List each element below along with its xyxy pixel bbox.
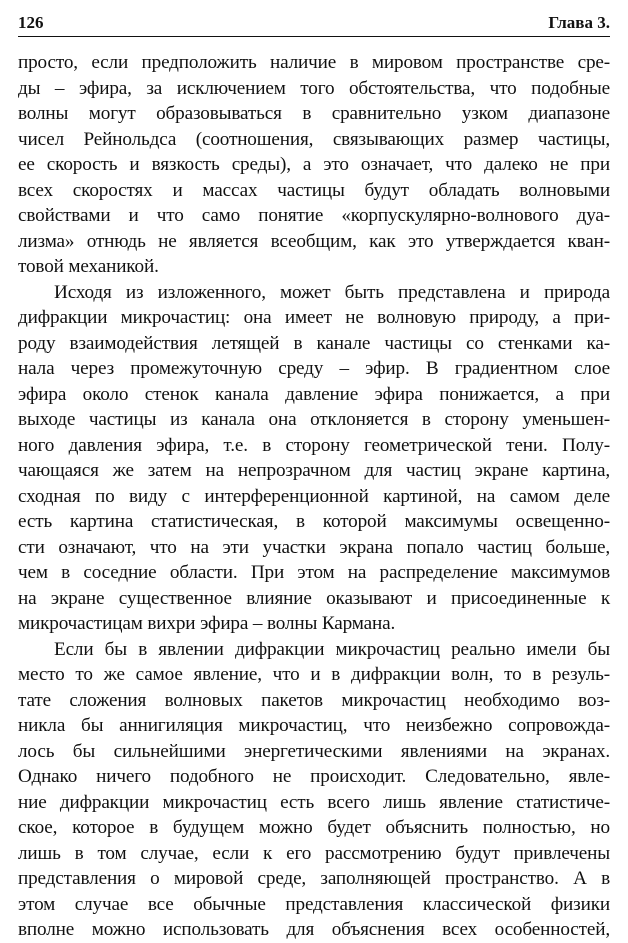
text-line: всех скоростях и массах частицы будут обладать волновыми	[18, 179, 610, 201]
text-line: этом случае все обычные представления классической физики	[18, 893, 610, 915]
text-line: ного давления эфира, т.е. в сторону геометрической тени. Полу-	[18, 434, 610, 456]
text-line: вполне можно использовать для объяснения всех особенностей,	[18, 919, 610, 940]
page-number: 126	[18, 13, 44, 32]
paragraph	[18, 50, 610, 280]
text-line: чем в соседние области. При этом на распределение максимумов	[18, 562, 610, 583]
text-line: ее скорость и вязкость среды), а это означает, что далеко не при	[18, 154, 610, 175]
text-line: свойствами и что само понятие «корпускулярно-волнового дуа-	[18, 205, 610, 226]
text-line: чающаяся же затем на непрозрачном для частиц экране картина,	[18, 460, 610, 481]
text-line: нала через промежуточную среду – эфир. В градиентном слое	[18, 358, 610, 379]
text-line: волны могут образовываться в сравнительно узком диапазоне	[18, 103, 610, 124]
text-line: дифракции микрочастиц: она имеет не волновую природу, а при-	[18, 307, 610, 328]
text-line: тате сложения волновых пакетов микрочастиц необходимо воз-	[18, 689, 610, 711]
page-header	[18, 12, 610, 34]
text-line: Исходя из изложенного, может быть представлена и природа	[54, 281, 610, 303]
text-line: эфира около стенок канала давление эфира понижается, а при	[18, 383, 610, 405]
text-line: Если бы в явлении дифракции микрочастиц реально имели бы	[54, 638, 610, 660]
paragraph	[18, 280, 610, 637]
text-line: лишь в том случае, если к его рассмотрению будут привлечены	[18, 842, 610, 864]
header-rule	[18, 36, 610, 37]
text-line: представления о мировой среде, заполняющей пространство. А в	[18, 868, 610, 889]
text-line: ды – эфира, за исключением того обстоятельства, что подобные	[18, 77, 610, 99]
text-line: товой механикой.	[18, 256, 159, 277]
text-line: микрочастицам вихри эфира – волны Кармана.	[18, 613, 396, 634]
text-line: чисел Рейнольдса (соотношения, связывающих размер частицы,	[18, 128, 610, 150]
text-line: ское, которое в будущем можно будет объяснить полностью, но	[18, 817, 610, 838]
text-line: сходная по виду с интерференционной картиной, на самом деле	[18, 485, 610, 507]
text-line: Однако ничего подобного не происходит. Следовательно, явле-	[18, 766, 610, 787]
text-line: на экране существенное влияние оказывают и присоединенные к	[18, 587, 610, 609]
text-line: место то же самое явление, что и в дифракции волн, то в резуль-	[18, 664, 610, 685]
text-line: есть картина статистическая, в которой максимумы освещенно-	[18, 511, 610, 532]
text-line: просто, если предположить наличие в мировом пространстве сре-	[18, 52, 610, 73]
paragraph	[18, 637, 610, 943]
text-line: лизма» отнюдь не является всеобщим, как это утверждается кван-	[18, 230, 610, 252]
text-line: лось бы сильнейшими энергетическими явлениями на экранах.	[18, 740, 610, 762]
chapter-title: Глава 3.	[548, 13, 610, 32]
body-text	[18, 50, 610, 943]
text-line: роду взаимодействия летящей в канале частицы со стенками ка-	[18, 332, 610, 354]
text-line: сти означают, что на эти участки экрана попало частиц больше,	[18, 536, 610, 558]
text-line: ние дифракции микрочастиц есть всего лишь явление статистиче-	[18, 791, 610, 813]
text-line: никла бы аннигиляция микрочастиц, что неизбежно сопровожда-	[18, 715, 610, 736]
text-line: выходе частицы из канала она отклоняется в сторону уменьшен-	[18, 409, 610, 430]
